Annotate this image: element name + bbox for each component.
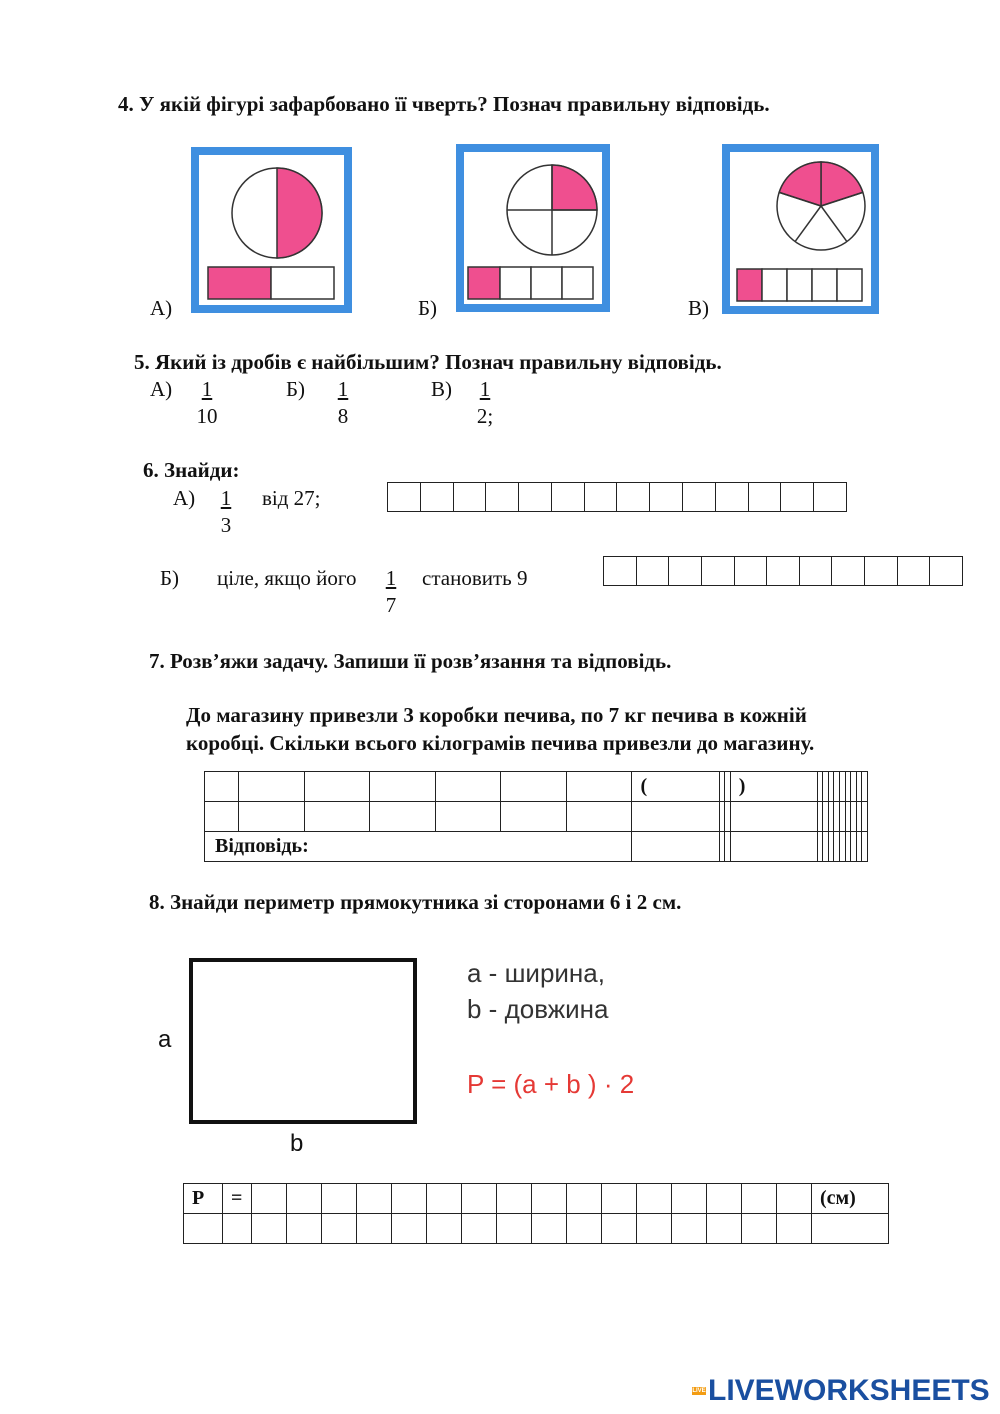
q5-option-a-label[interactable]: А) xyxy=(150,377,173,401)
q7-solution-grid[interactable] xyxy=(204,771,868,862)
q7-paren-close: ) xyxy=(730,772,817,802)
q6-b-num: 1 xyxy=(385,566,397,590)
q6-a-answer-grid[interactable] xyxy=(387,482,847,512)
perimeter-formula: P = (a + b ) · 2 xyxy=(467,1069,635,1099)
q5-fraction-c xyxy=(470,377,500,429)
q5-fraction-b-den: 8 xyxy=(337,404,349,428)
q6-b-fraction xyxy=(376,566,406,618)
q7-problem-line2: коробці. Скільки всього кілограмів печива привезли до магазину. xyxy=(186,731,815,755)
option-a-label: А) xyxy=(150,296,173,320)
figure-a-drawing xyxy=(191,147,352,313)
liveworksheets-logo xyxy=(692,1374,990,1406)
q8-title: 8. Знайди периметр прямокутника зі сторонами 6 і 2 см. xyxy=(149,890,682,914)
q7-title: 7. Розв’яжи задачу. Запиши її розв’язання та відповідь. xyxy=(149,649,672,673)
q5-fraction-a xyxy=(192,377,222,429)
q6-title: 6. Знайди: xyxy=(143,458,240,482)
q8-answer-grid[interactable] xyxy=(183,1183,889,1244)
q6-b-text1: ціле, якщо його xyxy=(217,566,357,590)
q6-b-answer-grid[interactable] xyxy=(603,556,963,586)
q4-title: 4. У якій фігурі зафарбовано її чверть? Познач правильну відповідь. xyxy=(118,92,770,116)
q5-title: 5. Який із дробів є найбільшим? Познач правильну відповідь. xyxy=(134,350,722,374)
q5-option-b-label[interactable]: Б) xyxy=(286,377,306,401)
q8-p-cell: Р xyxy=(184,1184,223,1214)
q7-answer-label: Відповідь: xyxy=(205,832,632,862)
q8-unit-cell: (см) xyxy=(812,1184,889,1214)
q5-fraction-c-den: 2; xyxy=(476,404,494,428)
legend-b: b - довжина xyxy=(467,994,609,1024)
figure-b-drawing xyxy=(456,144,610,312)
logo-text: LIVEWORKSHEETS xyxy=(708,1374,990,1407)
q6-b-label: Б) xyxy=(160,566,180,590)
q6-b-text2: становить 9 xyxy=(422,566,528,590)
q5-fraction-a-num: 1 xyxy=(201,377,213,401)
q5-fraction-b-num: 1 xyxy=(337,377,349,401)
q7-problem-line1: До магазину привезли 3 коробки печива, по 7 кг печива в кожній xyxy=(186,703,807,727)
q7-paren-open: ( xyxy=(632,772,719,802)
figure-b-card[interactable] xyxy=(456,144,610,312)
q6-a-label: А) xyxy=(173,486,196,510)
q6-a-text: від 27; xyxy=(262,486,321,510)
q6-b-den: 7 xyxy=(385,593,397,617)
q6-a-num: 1 xyxy=(220,486,232,510)
q5-option-c-label[interactable]: В) xyxy=(431,377,452,401)
option-b-label: Б) xyxy=(418,296,438,320)
logo-badge: LIVE xyxy=(692,1388,706,1394)
rectangle-figure xyxy=(189,958,417,1124)
q8-eq-cell: = xyxy=(223,1184,252,1214)
option-c-label: В) xyxy=(688,296,709,320)
q6-a-fraction xyxy=(211,486,241,538)
figure-c-drawing xyxy=(722,144,879,314)
side-b-label: b xyxy=(290,1130,304,1157)
figure-c-card[interactable] xyxy=(722,144,879,314)
q6-a-den: 3 xyxy=(220,513,232,537)
side-a-label: a xyxy=(158,1026,172,1053)
q5-fraction-a-den: 10 xyxy=(196,404,218,428)
legend-a: a - ширина, xyxy=(467,958,605,988)
figure-a-card[interactable] xyxy=(191,147,352,313)
q5-fraction-c-num: 1 xyxy=(479,377,491,401)
q5-fraction-b xyxy=(328,377,358,429)
